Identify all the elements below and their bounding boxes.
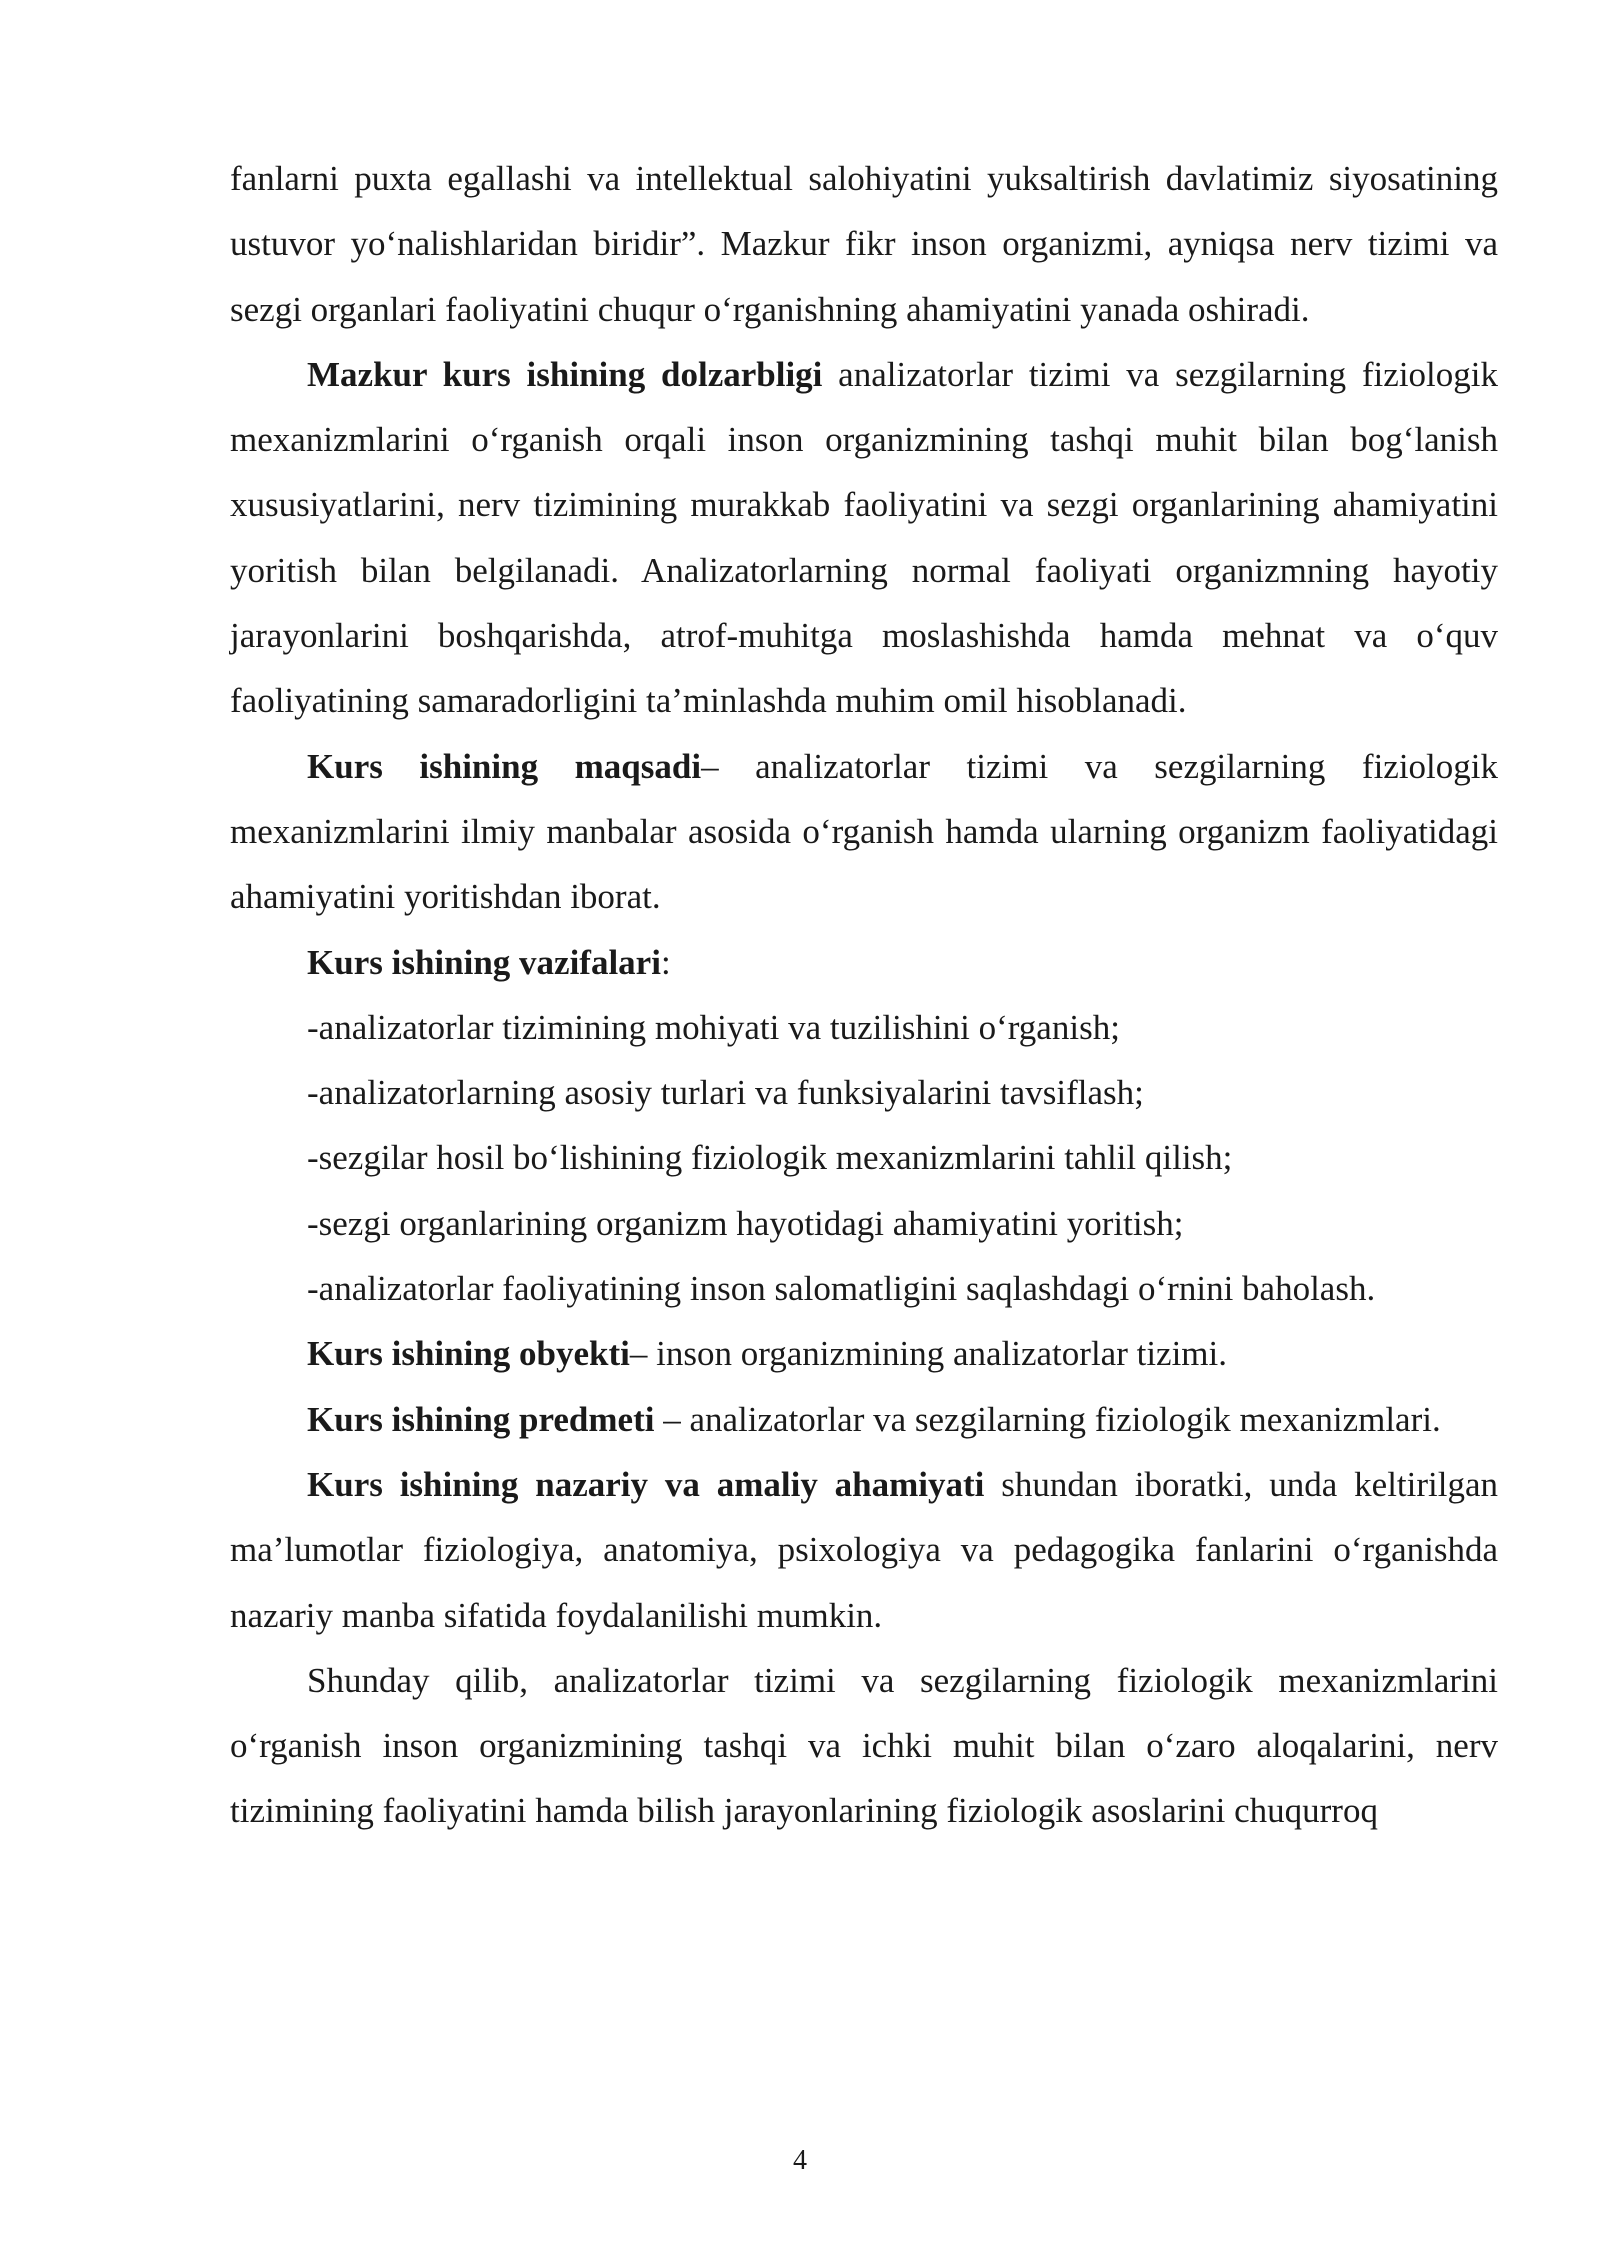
conclusion-paragraph: Shunday qilib, analizatorlar tizimi va sezgilarning fiziologik mexanizmlarini o‘rganish inson organizmining tashqi va ichki muhit bilan o‘zaro aloqalarini, nerv tizimining faoliyatini hamda bilish jarayonlarining fiziologik asoslarini chuqurroq — [230, 1660, 1498, 1831]
tasks-heading-line — [230, 930, 1498, 995]
task-item: -sezgilar hosil bo‘lishining fiziologik mexanizmlarini tahlil qilish; — [307, 1138, 1233, 1178]
task-item: -sezgi organlarining organizm hayotidagi ahamiyatini yoritish; — [307, 1203, 1184, 1243]
page-number: 4 — [793, 2145, 807, 2176]
goal-text: – analizatorlar tizimi va sezgilarning fiziologik mexanizmlarini ilmiy manbalar asosida o‘rganish hamda ularning organizm faoliyatidagi ahamiyatini yoritishdan iborat. — [230, 746, 1498, 917]
subject-heading: Kurs ishining predmeti — [307, 1399, 655, 1439]
tasks-heading: Kurs ishining vazifalari — [307, 942, 661, 982]
relevance-heading: Mazkur kurs ishining dolzarbligi — [307, 354, 823, 394]
relevance-paragraph — [230, 342, 1498, 734]
goal-paragraph — [230, 734, 1498, 930]
object-heading: Kurs ishining obyekti — [307, 1334, 630, 1374]
intro-paragraph: fanlarni puxta egallashi va intellektual salohiyatini yuksaltirish davlatimiz siyosatining ustuvor yo‘nalishlaridan biridir”. Mazkur fikr inson organizmi, ayniqsa nerv tizimi va sezgi organlari faoliyatini chuqur o‘rganishning ahamiyatini yanada oshiradi. — [230, 159, 1498, 329]
relevance-text: analizatorlar tizimi va sezgilarning fiziologik mexanizmlarini o‘rganish orqali inson organizmining tashqi muhit bilan bog‘lanish xususiyatlarini, nerv tizimining murakkab faoliyatini va sezgi organlarining ahamiyatini yoritish bilan belgilanadi. Analizatorlarning normal faoliyati organizmning hayotiy jarayonlarini boshqarishda, atrof-muhitga moslashishda hamda mehnat va o‘quv faoliyatining samaradorligini ta’minlashda muhim omil hisoblanadi. — [230, 354, 1498, 721]
document-page — [230, 146, 1498, 1844]
object-paragraph — [230, 1321, 1498, 1386]
subject-text: – analizatorlar va sezgilarning fiziologik mexanizmlari. — [654, 1399, 1441, 1439]
task-item: -analizatorlar tizimining mohiyati va tuzilishini o‘rganish; — [307, 1007, 1120, 1047]
significance-heading: Kurs ishining nazariy va amaliy ahamiyati — [307, 1464, 985, 1504]
goal-heading: Kurs ishining maqsadi — [307, 746, 702, 786]
subject-paragraph — [230, 1387, 1498, 1452]
tasks-colon: : — [660, 942, 671, 982]
object-text: – inson organizmining analizatorlar tizimi. — [629, 1334, 1228, 1374]
significance-paragraph — [230, 1452, 1498, 1648]
task-item: -analizatorlarning asosiy turlari va funksiyalarini tavsiflash; — [307, 1073, 1144, 1113]
significance-text: shundan iboratki, unda keltirilgan ma’lumotlar fiziologiya, anatomiya, psixologiya va pedagogika fanlarini o‘rganishda nazariy manba sifatida foydalanilishi mumkin. — [230, 1464, 1498, 1635]
task-item: -analizatorlar faoliyatining inson salomatligini saqlashdagi o‘rnini baholash. — [307, 1269, 1376, 1309]
